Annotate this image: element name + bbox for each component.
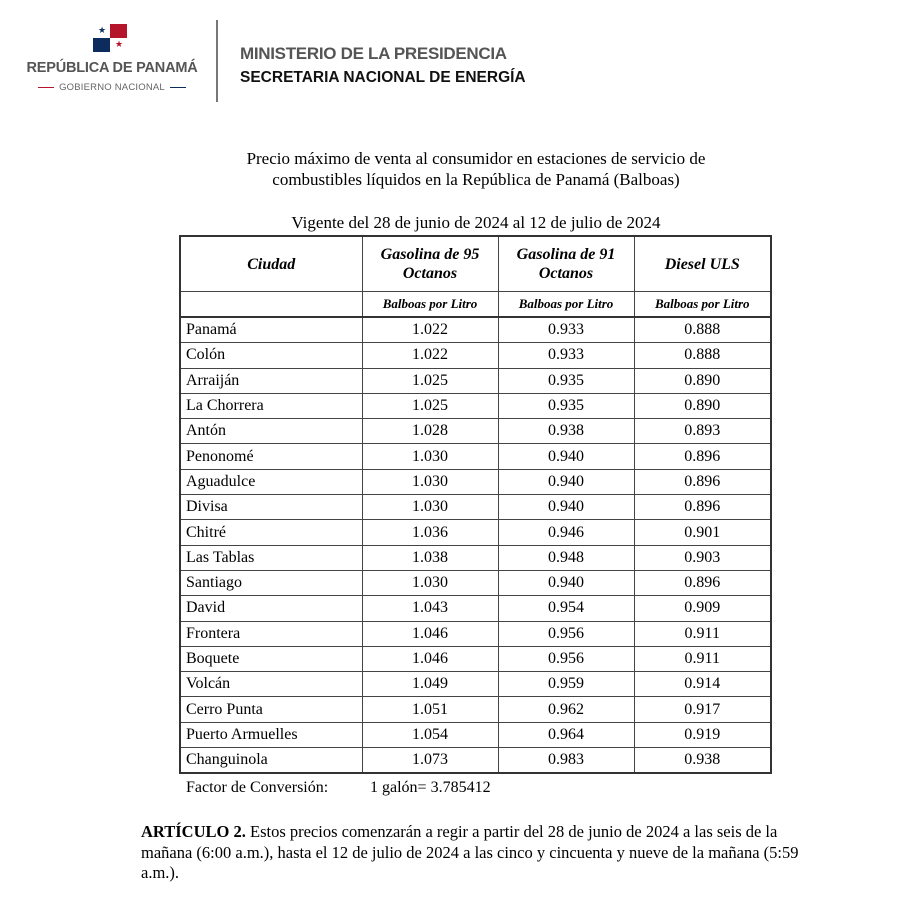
diesel-price-cell: 0.914 (634, 672, 771, 697)
g91-price-cell: 0.954 (498, 596, 634, 621)
g91-price-cell: 0.940 (498, 495, 634, 520)
g95-price-cell: 1.038 (362, 545, 498, 570)
table-row (180, 748, 771, 774)
validity-period: Vigente del 28 de junio de 2024 al 12 de julio de 2024 (291, 213, 661, 232)
g91-price-cell: 0.935 (498, 393, 634, 418)
table-row (180, 343, 771, 368)
city-cell: Divisa (180, 495, 362, 520)
g95-price-cell: 1.025 (362, 393, 498, 418)
panama-flag-icon (93, 24, 127, 52)
header-divider (216, 20, 218, 102)
ministry-name: MINISTERIO DE LA PRESIDENCIA (240, 44, 507, 63)
g95-price-cell: 1.022 (362, 317, 498, 343)
conversion-label: Factor de Conversión: (186, 779, 329, 796)
diesel-price-cell: 0.896 (634, 570, 771, 595)
unit-gasoline-91: Balboas por Litro (498, 292, 634, 318)
city-cell: Chitré (180, 520, 362, 545)
city-cell: Las Tablas (180, 545, 362, 570)
title-line-2: combustibles líquidos en la República de Panamá (Balboas) (272, 170, 680, 189)
header-gasoline-95-line1: Gasolina de 95 (380, 246, 480, 263)
g95-price-cell: 1.049 (362, 672, 498, 697)
letterhead (0, 0, 923, 110)
unit-city (180, 292, 362, 318)
conversion-value: 1 galón= 3.785412 (370, 779, 491, 796)
g91-price-cell: 0.935 (498, 368, 634, 393)
diesel-price-cell: 0.917 (634, 697, 771, 722)
header-gasoline-95 (362, 236, 498, 292)
header-gasoline-91 (498, 236, 634, 292)
g91-price-cell: 0.940 (498, 570, 634, 595)
g91-price-cell: 0.948 (498, 545, 634, 570)
flag-blue-quarter (93, 38, 110, 52)
table-header-row (180, 236, 771, 292)
header-gasoline-91-line2: Octanos (538, 265, 594, 282)
g95-price-cell: 1.046 (362, 646, 498, 671)
red-dash-icon (38, 87, 54, 89)
blue-star-icon: ★ (98, 26, 107, 36)
g95-price-cell: 1.022 (362, 343, 498, 368)
diesel-price-cell: 0.901 (634, 520, 771, 545)
g95-price-cell: 1.046 (362, 621, 498, 646)
city-cell: Volcán (180, 672, 362, 697)
unit-gasoline-95: Balboas por Litro (362, 292, 498, 318)
article-heading: ARTÍCULO 2. (141, 822, 246, 841)
table-row (180, 722, 771, 747)
city-cell: Arraiján (180, 368, 362, 393)
diesel-price-cell: 0.911 (634, 646, 771, 671)
diesel-price-cell: 0.896 (634, 469, 771, 494)
diesel-price-cell: 0.903 (634, 545, 771, 570)
city-cell: Santiago (180, 570, 362, 595)
g91-price-cell: 0.946 (498, 520, 634, 545)
g95-price-cell: 1.051 (362, 697, 498, 722)
table-row (180, 495, 771, 520)
diesel-price-cell: 0.890 (634, 393, 771, 418)
g95-price-cell: 1.073 (362, 748, 498, 774)
government-label: GOBIERNO NACIONAL (59, 82, 165, 93)
g91-price-cell: 0.956 (498, 621, 634, 646)
g91-price-cell: 0.938 (498, 419, 634, 444)
g95-price-cell: 1.028 (362, 419, 498, 444)
diesel-price-cell: 0.893 (634, 419, 771, 444)
g91-price-cell: 0.933 (498, 343, 634, 368)
city-cell: Frontera (180, 621, 362, 646)
diesel-price-cell: 0.890 (634, 368, 771, 393)
table-row (180, 646, 771, 671)
table-row (180, 444, 771, 469)
header-city: Ciudad (180, 236, 362, 292)
g91-price-cell: 0.940 (498, 444, 634, 469)
diesel-price-cell: 0.911 (634, 621, 771, 646)
g95-price-cell: 1.030 (362, 469, 498, 494)
title-line-1: Precio máximo de venta al consumidor en estaciones de servicio de (246, 149, 706, 168)
city-cell: Colón (180, 343, 362, 368)
table-row (180, 469, 771, 494)
table-row (180, 697, 771, 722)
g95-price-cell: 1.043 (362, 596, 498, 621)
table-row (180, 621, 771, 646)
g95-price-cell: 1.030 (362, 444, 498, 469)
diesel-price-cell: 0.896 (634, 495, 771, 520)
blue-dash-icon (170, 87, 186, 89)
city-cell: Changuinola (180, 748, 362, 774)
table-row (180, 520, 771, 545)
city-cell: David (180, 596, 362, 621)
diesel-price-cell: 0.896 (634, 444, 771, 469)
republic-name: REPÚBLICA DE PANAMÁ (26, 60, 198, 76)
table-row (180, 596, 771, 621)
g95-price-cell: 1.030 (362, 570, 498, 595)
g95-price-cell: 1.030 (362, 495, 498, 520)
city-cell: Boquete (180, 646, 362, 671)
diesel-price-cell: 0.888 (634, 317, 771, 343)
g91-price-cell: 0.959 (498, 672, 634, 697)
table-unit-row (180, 292, 771, 318)
table-row (180, 368, 771, 393)
diesel-price-cell: 0.909 (634, 596, 771, 621)
g95-price-cell: 1.036 (362, 520, 498, 545)
g95-price-cell: 1.025 (362, 368, 498, 393)
city-cell: La Chorrera (180, 393, 362, 418)
table-row (180, 570, 771, 595)
table-row (180, 393, 771, 418)
red-star-icon: ★ (115, 40, 124, 50)
secretariat-name: SECRETARIA NACIONAL DE ENERGÍA (240, 69, 526, 86)
city-cell: Aguadulce (180, 469, 362, 494)
fuel-price-table (179, 235, 772, 774)
government-label-row (32, 82, 192, 93)
g91-price-cell: 0.964 (498, 722, 634, 747)
flag-white-quarter-top (93, 24, 110, 38)
g95-price-cell: 1.054 (362, 722, 498, 747)
article-body: Estos precios comenzarán a regir a partir del 28 de junio de 2024 a las seis de la mañana (6:00 a.m.), hasta el 12 de julio de 2024 a las cinco y cincuenta y nueve de la mañana (5:59 a.m.). (141, 822, 799, 882)
diesel-price-cell: 0.938 (634, 748, 771, 774)
g91-price-cell: 0.956 (498, 646, 634, 671)
diesel-price-cell: 0.919 (634, 722, 771, 747)
g91-price-cell: 0.983 (498, 748, 634, 774)
article-2 (141, 822, 831, 884)
city-cell: Antón (180, 419, 362, 444)
table-row (180, 672, 771, 697)
city-cell: Panamá (180, 317, 362, 343)
city-cell: Puerto Armuelles (180, 722, 362, 747)
conversion-factor (186, 779, 491, 797)
diesel-price-cell: 0.888 (634, 343, 771, 368)
table-row (180, 545, 771, 570)
flag-red-quarter (110, 24, 127, 38)
header-diesel: Diesel ULS (634, 236, 771, 292)
city-cell: Penonomé (180, 444, 362, 469)
table-row (180, 419, 771, 444)
city-cell: Cerro Punta (180, 697, 362, 722)
g91-price-cell: 0.962 (498, 697, 634, 722)
header-gasoline-95-line2: Octanos (402, 265, 458, 282)
header-gasoline-91-line1: Gasolina de 91 (516, 246, 616, 263)
document-title (180, 148, 772, 190)
table-row (180, 317, 771, 343)
unit-diesel: Balboas por Litro (634, 292, 771, 318)
g91-price-cell: 0.940 (498, 469, 634, 494)
g91-price-cell: 0.933 (498, 317, 634, 343)
